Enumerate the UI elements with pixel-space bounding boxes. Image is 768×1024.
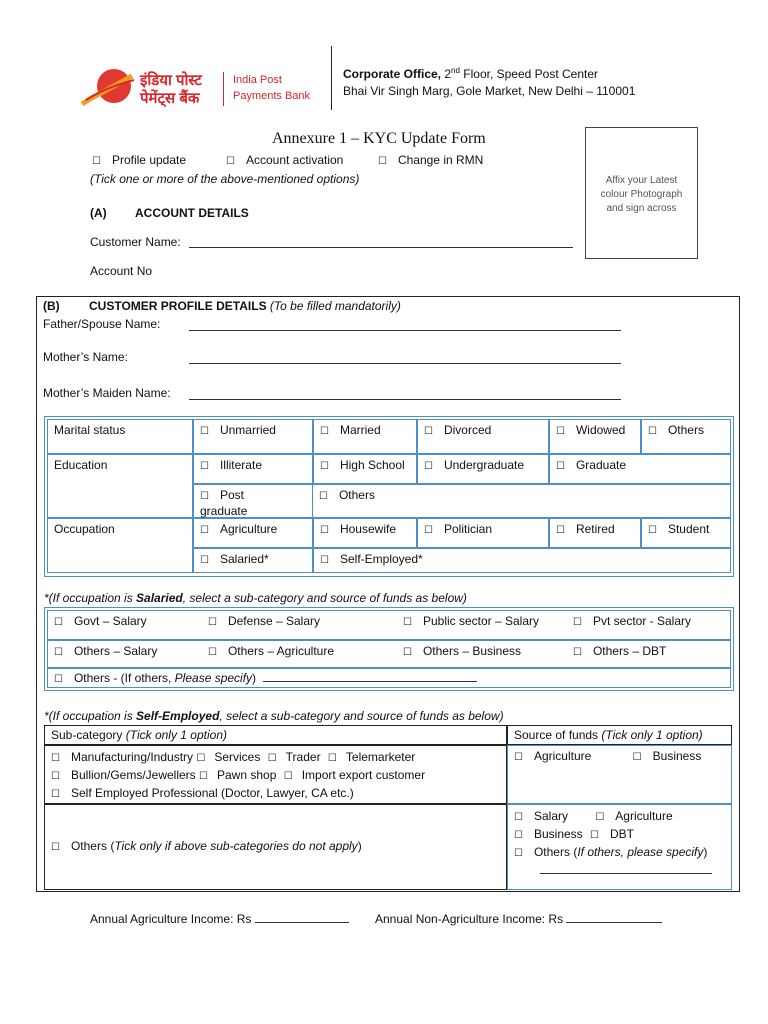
maiden-field[interactable]: [189, 385, 621, 400]
se-import[interactable]: [284, 768, 425, 782]
checkbox-icon[interactable]: ☐: [319, 491, 328, 502]
fund-others-prefix: Others (: [533, 845, 578, 859]
checkbox-icon[interactable]: ☐: [51, 789, 60, 800]
india-post-logo-icon: [80, 66, 136, 110]
option-label: Housewife: [339, 522, 396, 536]
option-label: Manufacturing/Industry: [70, 750, 194, 764]
agri-income: [90, 911, 349, 926]
sal-govt[interactable]: [54, 614, 147, 628]
checkbox-icon[interactable]: ☐: [200, 491, 209, 502]
se-others-italic: Tick only if above sub-categories do not apply: [114, 839, 358, 853]
se-pawn[interactable]: [199, 768, 276, 782]
option-label: Agriculture: [219, 522, 278, 536]
se-services[interactable]: [196, 750, 260, 764]
option-label: Widowed: [575, 423, 626, 437]
option-label: Public sector – Salary: [422, 614, 540, 628]
checkbox-icon[interactable]: ☐: [320, 555, 329, 566]
sal-others-italic: Please specify: [174, 671, 253, 685]
logo-divider: [223, 72, 224, 106]
se-note-prefix: *(If occupation is: [44, 709, 137, 723]
checkbox-icon[interactable]: ☐: [92, 156, 101, 167]
option-label: Undergraduate: [443, 458, 525, 472]
option-label: Salaried*: [219, 552, 269, 566]
salaried-note-prefix: *(If occupation is: [44, 591, 137, 605]
checkbox-icon[interactable]: ☐: [514, 752, 523, 763]
edu-post-graduate[interactable]: [193, 484, 313, 518]
checkbox-icon[interactable]: ☐: [320, 461, 329, 472]
funds-header: [507, 725, 732, 745]
marital-unmarried[interactable]: [193, 419, 313, 454]
option-label: Business: [652, 749, 702, 763]
checkbox-icon[interactable]: ☐: [267, 753, 277, 764]
checkbox-icon[interactable]: ☐: [648, 525, 657, 536]
checkbox-icon[interactable]: ☐: [208, 647, 217, 658]
corporate-office-line1: [343, 66, 598, 81]
non-agri-income-field[interactable]: [566, 911, 662, 923]
occ-agriculture[interactable]: [193, 518, 313, 548]
salaried-row3[interactable]: [47, 668, 731, 688]
salaried-table: [44, 607, 734, 691]
checkbox-icon[interactable]: ☐: [556, 525, 565, 536]
checkbox-icon[interactable]: ☐: [556, 426, 565, 437]
option-label: Retired: [575, 522, 615, 536]
checkbox-icon[interactable]: ☐: [378, 156, 387, 167]
option-label: Others – Business: [422, 644, 522, 658]
customer-name-field[interactable]: [189, 233, 573, 248]
se-professional[interactable]: [51, 785, 500, 803]
sal-others-suffix: ): [252, 671, 257, 685]
checkbox-icon[interactable]: ☐: [51, 842, 60, 853]
option-label: Pvt sector - Salary: [592, 614, 691, 628]
photo-text-line1: Affix your Latest: [605, 175, 678, 186]
logo-hindi-line1: इंडिया पोस्ट: [140, 72, 202, 89]
checkbox-icon[interactable]: ☐: [199, 771, 208, 782]
occ-housewife[interactable]: [313, 518, 417, 548]
salaried-row2: [47, 640, 731, 668]
option-label: Pawn shop: [217, 768, 277, 782]
checkbox-icon[interactable]: ☐: [590, 830, 599, 841]
section-b-note: (To be filled mandatorily): [269, 299, 401, 313]
option-label: Others – Agriculture: [227, 644, 335, 658]
education-label: Education: [54, 458, 108, 472]
checkbox-icon[interactable]: ☐: [54, 617, 63, 628]
non-agri-income: [375, 911, 662, 926]
checkbox-icon[interactable]: ☐: [403, 617, 412, 628]
option-label: High School: [339, 458, 405, 472]
fund-business[interactable]: [633, 749, 702, 763]
sal-defense[interactable]: [208, 614, 320, 628]
checkbox-icon[interactable]: ☐: [51, 753, 60, 764]
checkbox-icon[interactable]: ☐: [648, 426, 657, 437]
option-profile-update[interactable]: [92, 153, 186, 167]
se-telemarketer[interactable]: [328, 750, 415, 764]
checkbox-icon[interactable]: ☐: [403, 647, 412, 658]
checkbox-icon[interactable]: ☐: [514, 812, 523, 823]
self-employed-note: [44, 709, 504, 723]
option-account-activation[interactable]: [226, 153, 343, 167]
se-bullion[interactable]: [51, 768, 196, 782]
agri-income-field[interactable]: [255, 911, 349, 923]
marital-others[interactable]: [641, 419, 731, 454]
section-b-heading: [43, 299, 401, 313]
option-label: Married: [339, 423, 381, 437]
occ-retired[interactable]: [549, 518, 641, 548]
salaried-note-bold: Salaried: [136, 591, 183, 605]
checkbox-icon[interactable]: ☐: [200, 525, 209, 536]
sal-pvt[interactable]: [573, 614, 691, 628]
checkbox-icon[interactable]: ☐: [196, 753, 206, 764]
checkbox-icon[interactable]: ☐: [51, 771, 60, 782]
option-label: Politician: [443, 522, 492, 536]
option-label: Govt – Salary: [73, 614, 147, 628]
checkbox-icon[interactable]: ☐: [573, 617, 582, 628]
occ-student[interactable]: [641, 518, 731, 548]
sal-others-agri[interactable]: [208, 644, 334, 658]
marital-divorced[interactable]: [417, 419, 549, 454]
option-label: Account activation: [245, 153, 344, 167]
checkbox-icon[interactable]: ☐: [327, 753, 337, 764]
funds-options-1: [507, 745, 732, 804]
checkbox-icon[interactable]: ☐: [200, 461, 209, 472]
options-note: (Tick one or more of the above-mentioned options): [90, 172, 360, 186]
se-trader[interactable]: [268, 750, 321, 764]
option-label: DBT: [609, 827, 634, 841]
option-label: Bullion/Gems/Jewellers: [70, 768, 196, 782]
education-label-cell: [47, 454, 193, 518]
funds-header-note: (Tick only 1 option): [601, 728, 703, 742]
subcat-header: [44, 725, 507, 745]
occ-salaried[interactable]: [193, 548, 313, 573]
fund-others-field[interactable]: [540, 863, 712, 874]
subcat-options: [44, 745, 507, 804]
checkbox-icon[interactable]: ☐: [320, 525, 329, 536]
office-floor-sup: nd: [451, 66, 460, 75]
occ-politician[interactable]: [417, 518, 549, 548]
option-label: Others – Salary: [73, 644, 158, 658]
checkbox-icon[interactable]: ☐: [424, 525, 433, 536]
salaried-row1: [47, 610, 731, 640]
section-a-title: ACCOUNT DETAILS: [135, 206, 249, 220]
option-label: Agriculture: [533, 749, 592, 763]
occupation-label: Occupation: [54, 522, 115, 536]
option-label: Self Employed Professional (Doctor, Lawyer, CA etc.): [70, 786, 354, 800]
option-label: Post: [219, 488, 244, 502]
fund-salary[interactable]: [514, 809, 568, 823]
salaried-note: [44, 591, 467, 605]
checkbox-icon[interactable]: ☐: [283, 771, 293, 782]
customer-name-label: Customer Name:: [90, 235, 181, 249]
sal-others-dbt[interactable]: [573, 644, 666, 658]
marital-label-cell: [47, 419, 193, 454]
option-label: Defense – Salary: [227, 614, 321, 628]
logo-en-line1: India Post: [233, 74, 282, 86]
father-label: Father/Spouse Name:: [43, 317, 161, 331]
sal-others-prefix: Others - (If others,: [73, 671, 175, 685]
marital-label: Marital status: [54, 423, 126, 437]
se-others-prefix: Others (: [70, 839, 115, 853]
option-label: Others – DBT: [592, 644, 667, 658]
fund-others[interactable]: [514, 844, 725, 862]
logo-hindi-line2: पेमेंट्स बैंक: [140, 90, 200, 107]
form-title: Annexure 1 – KYC Update Form: [272, 130, 486, 147]
checkbox-icon[interactable]: ☐: [514, 830, 523, 841]
option-label: Illiterate: [219, 458, 262, 472]
se-others-suffix: ): [357, 839, 362, 853]
checkbox-icon[interactable]: ☐: [54, 647, 63, 658]
se-others[interactable]: [44, 804, 507, 890]
option-change-rmn[interactable]: [378, 153, 483, 167]
agri-income-label: Annual Agriculture Income: Rs: [90, 912, 252, 926]
funds-header-text: Source of funds: [514, 728, 602, 742]
subcat-header-text: Sub-category: [51, 728, 126, 742]
option-label: Student: [667, 522, 710, 536]
option-label: Telemarketer: [345, 750, 416, 764]
option-label: Business: [533, 827, 583, 841]
checkbox-icon[interactable]: ☐: [54, 674, 63, 685]
maiden-label: Mother’s Maiden Name:: [43, 386, 171, 400]
checkbox-icon[interactable]: ☐: [208, 617, 217, 628]
edu-others[interactable]: [313, 484, 731, 518]
fund-dbt[interactable]: [590, 827, 634, 841]
sal-others-salary[interactable]: [54, 644, 157, 658]
funds-options-2: [507, 804, 732, 890]
checkbox-icon[interactable]: ☐: [424, 426, 433, 437]
section-b-label: (B): [43, 299, 60, 313]
se-note-bold: Self-Employed: [136, 709, 220, 723]
option-label: Self-Employed*: [339, 552, 423, 566]
office-floor: 2: [444, 67, 452, 81]
occupation-label-cell: [47, 518, 193, 573]
section-b-title: CUSTOMER PROFILE DETAILS: [89, 299, 267, 313]
mother-label: Mother’s Name:: [43, 350, 128, 364]
office-rest: Floor, Speed Post Center: [459, 67, 599, 81]
checkbox-icon[interactable]: ☐: [556, 461, 565, 472]
fund-agriculture[interactable]: [514, 749, 591, 763]
se-manufacturing[interactable]: [51, 750, 193, 764]
fund-others-italic: If others, please specify: [577, 845, 704, 859]
option-label: Salary: [533, 809, 568, 823]
logo-en-line2: Payments Bank: [233, 90, 311, 102]
office-label: Corporate Office,: [343, 67, 442, 81]
edu-undergraduate[interactable]: [417, 454, 549, 484]
option-label: Others: [667, 423, 704, 437]
section-a-label: (A): [90, 206, 107, 220]
edu-graduate[interactable]: [549, 454, 731, 484]
fund-others-suffix: ): [703, 845, 708, 859]
checkbox-icon[interactable]: ☐: [226, 156, 235, 167]
photo-text-line3: and sign across: [606, 203, 677, 214]
checkbox-icon[interactable]: ☐: [595, 812, 605, 823]
option-label: Others: [338, 488, 375, 502]
self-employed-table: [44, 725, 732, 890]
non-agri-income-label: Annual Non-Agriculture Income: Rs: [375, 912, 564, 926]
header-divider: [331, 46, 332, 110]
sal-public[interactable]: [403, 614, 539, 628]
checkbox-icon[interactable]: ☐: [514, 848, 523, 859]
checkbox-icon[interactable]: ☐: [320, 426, 329, 437]
profile-table: [44, 416, 734, 577]
checkbox-icon[interactable]: ☐: [632, 752, 642, 763]
option-label: Import export customer: [301, 768, 426, 782]
option-label: Divorced: [443, 423, 492, 437]
option-label: Profile update: [111, 153, 187, 167]
edu-illiterate[interactable]: [193, 454, 313, 484]
option-label: Unmarried: [219, 423, 276, 437]
se-note-suffix: , select a sub-category and source of funds as below): [219, 709, 504, 723]
checkbox-icon[interactable]: ☐: [424, 461, 433, 472]
option-label: Graduate: [575, 458, 627, 472]
option-label-cont: graduate: [200, 504, 248, 518]
salaried-note-suffix: , select a sub-category and source of funds as below): [182, 591, 467, 605]
option-label: Services: [214, 750, 261, 764]
subcat-header-note: (Tick only 1 option): [125, 728, 227, 742]
sal-others-field[interactable]: [263, 670, 477, 682]
option-label: Trader: [285, 750, 321, 764]
account-no-label: Account No: [90, 264, 153, 278]
photo-box: [585, 127, 698, 259]
edu-high-school[interactable]: [313, 454, 417, 484]
marital-widowed[interactable]: [549, 419, 641, 454]
corporate-office-line2: Bhai Vir Singh Marg, Gole Market, New Delhi – 110001: [343, 84, 636, 98]
fund-business-2[interactable]: [514, 827, 583, 841]
option-label: Change in RMN: [397, 153, 484, 167]
marital-married[interactable]: [313, 419, 417, 454]
checkbox-icon[interactable]: ☐: [573, 647, 582, 658]
father-field[interactable]: [189, 316, 621, 331]
photo-text-line2: colour Photograph: [600, 189, 683, 200]
mother-field[interactable]: [189, 349, 621, 364]
checkbox-icon[interactable]: ☐: [200, 555, 209, 566]
fund-agriculture-2[interactable]: [595, 809, 672, 823]
checkbox-icon[interactable]: ☐: [200, 426, 209, 437]
occ-self-employed[interactable]: [313, 548, 731, 573]
sal-others-business[interactable]: [403, 644, 521, 658]
option-label: Agriculture: [615, 809, 673, 823]
